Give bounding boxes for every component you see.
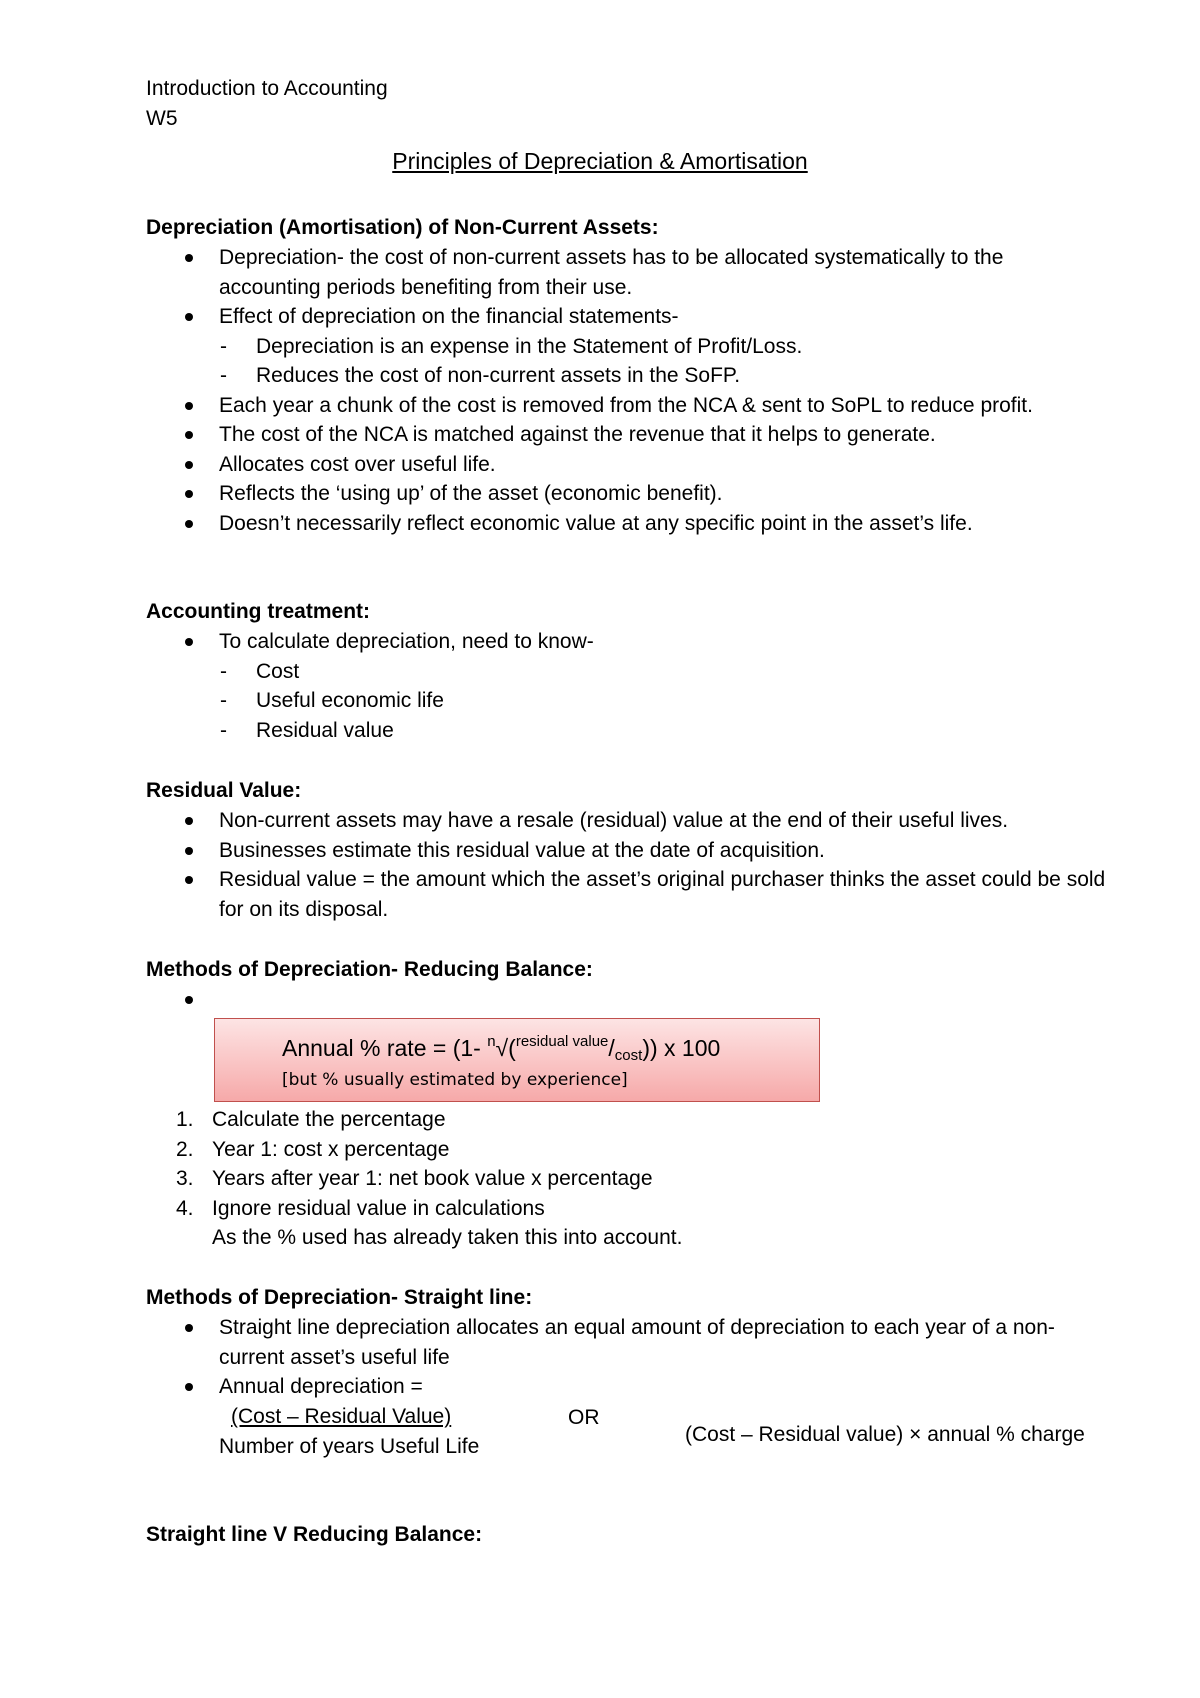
section-residual-value: [146, 776, 1106, 924]
list-item: [146, 1135, 1106, 1165]
section-heading: Accounting treatment:: [146, 600, 371, 623]
step-number: 3.: [176, 1167, 194, 1190]
list-item: Annual depreciation =: [146, 1372, 1106, 1402]
section-heading: Straight line V Reducing Balance:: [146, 1523, 483, 1546]
step-number: 4.: [176, 1196, 194, 1220]
list-item: The cost of the NCA is matched against the revenue that it helps to generate.: [146, 420, 1106, 450]
course-name: Introduction to Accounting: [146, 77, 388, 100]
reducing-balance-formula-box: [214, 1018, 820, 1102]
section-comparison: [146, 1520, 1106, 1550]
step-text: Calculate the percentage: [212, 1108, 446, 1131]
section-depreciation: [146, 213, 1106, 538]
sub-list: [219, 332, 1106, 391]
list-item: [146, 1194, 1106, 1253]
list-item: [146, 302, 1106, 391]
formula-denominator: cost: [614, 1047, 643, 1064]
list-item: Businesses estimate this residual value at the date of acquisition.: [146, 836, 1106, 866]
numbered-list: [146, 1105, 1106, 1253]
list-item-text: Effect of depreciation on the financial statements-: [219, 305, 679, 328]
title-text: Principles of Depreciation & Amortisation: [392, 148, 808, 174]
list-item: Each year a chunk of the cost is removed from the NCA & sent to SoPL to reduce profit.: [146, 391, 1106, 421]
list-item: [146, 627, 1106, 745]
list-item: Allocates cost over useful life.: [146, 450, 1106, 480]
step-continuation: As the % used has already taken this into account.: [212, 1226, 683, 1249]
sub-list-item: - Residual value: [219, 716, 1106, 746]
week-label: W5: [146, 107, 178, 130]
list-item: Reflects the ‘using up’ of the asset (economic benefit).: [146, 479, 1106, 509]
reducing-balance-steps: [146, 1105, 1106, 1253]
formula-text: [282, 1027, 720, 1071]
list-item: Non-current assets may have a resale (residual) value at the end of their useful lives.: [146, 806, 1106, 836]
formula-slash: /: [608, 1035, 615, 1061]
step-number: 1.: [176, 1108, 194, 1131]
formula-prefix: Annual % rate = (1-: [282, 1035, 488, 1061]
list-item-text: To calculate depreciation, need to know-: [219, 630, 594, 653]
section-heading: Methods of Depreciation- Straight line:: [146, 1286, 533, 1309]
step-number: 2.: [176, 1137, 194, 1161]
section-reducing-balance: [146, 955, 1106, 1015]
section-accounting-treatment: [146, 597, 1106, 745]
list-item: [146, 1105, 1106, 1135]
formula-numerator: residual value: [515, 1033, 609, 1050]
fraction-numerator: (Cost – Residual Value): [231, 1405, 452, 1428]
step-text: Ignore residual value in calculations: [212, 1196, 545, 1220]
document-title: [0, 147, 1200, 177]
list-item: Straight line depreciation allocates an equal amount of depreciation to each year of a non-current asset’s useful life: [146, 1313, 1106, 1372]
sub-list-item: - Cost: [219, 657, 1106, 687]
sub-list: [219, 657, 1106, 746]
formula-root-index: n: [487, 1033, 496, 1050]
document-header: [146, 74, 388, 134]
formula-note: [but % usually estimated by experience]: [282, 1070, 628, 1090]
section-straight-line: [146, 1283, 1106, 1402]
list-item: Residual value = the amount which the asset’s original purchaser thinks the asset could be sold for on its disposal.: [146, 865, 1106, 924]
bullet-list: [146, 985, 1106, 1015]
sub-list-item: - Reduces the cost of non-current assets in the SoFP.: [219, 361, 1106, 391]
or-label: OR: [568, 1406, 600, 1429]
list-item: [146, 1164, 1106, 1194]
step-text: Years after year 1: net book value x percentage: [212, 1167, 653, 1190]
list-item: [146, 985, 1106, 1015]
list-item: Depreciation- the cost of non-current assets has to be allocated systematically to the accounting periods benefiting from their use.: [146, 243, 1106, 302]
straight-line-fraction: [219, 1402, 479, 1461]
fraction-denominator: Number of years Useful Life: [219, 1434, 480, 1458]
sub-list-item: - Depreciation is an expense in the Statement of Profit/Loss.: [219, 332, 1106, 362]
section-heading: Depreciation (Amortisation) of Non-Current Assets:: [146, 216, 659, 239]
bullet-list: [146, 806, 1106, 924]
bullet-list: [146, 243, 1106, 538]
section-heading: Residual Value:: [146, 779, 302, 802]
list-item: Doesn’t necessarily reflect economic value at any specific point in the asset’s life.: [146, 509, 1106, 539]
formula-sqrt: √(: [495, 1035, 516, 1061]
sub-list-item: - Useful economic life: [219, 686, 1106, 716]
alternative-formula: (Cost – Residual value) × annual % charge: [685, 1423, 1085, 1446]
bullet-list: [146, 627, 1106, 745]
formula-suffix: )) x 100: [642, 1035, 721, 1061]
bullet-list: [146, 1313, 1106, 1402]
step-text: Year 1: cost x percentage: [212, 1137, 450, 1161]
section-heading: Methods of Depreciation- Reducing Balance:: [146, 958, 593, 981]
